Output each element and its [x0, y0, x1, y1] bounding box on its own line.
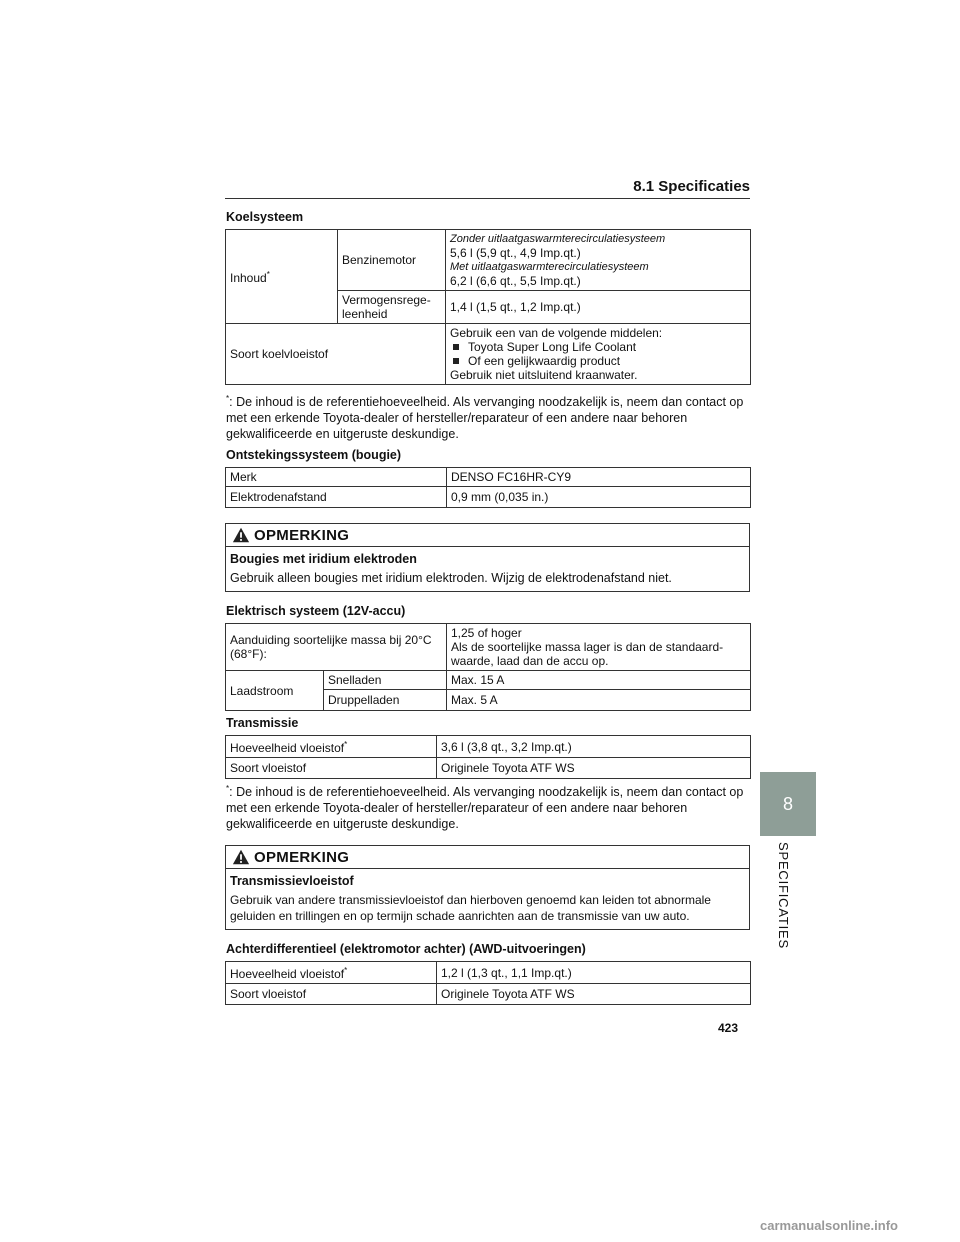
table-row: [226, 324, 751, 385]
notice-text: Gebruik van andere transmissievloeistof dan hierboven genoemd kan leiden tot abnormale geluiden en trillingen en op termijn schade aanrichten aan de transmissie van uw auto.: [230, 893, 711, 923]
chapter-title-vertical: SPECIFICATIES: [776, 842, 791, 949]
notice-body: [226, 869, 749, 928]
drup-label: Druppelladen: [324, 690, 447, 711]
transmission-table: [225, 735, 751, 779]
soort-intro: Gebruik een van de volgende middelen:: [450, 326, 663, 340]
footnote-mark: *: [344, 966, 348, 975]
footnote-mark: *: [226, 784, 230, 793]
cooling-heading: Koelsysteem: [226, 210, 304, 224]
notice-header: [226, 524, 749, 547]
soort-koel-label: Soort koelvloeistof: [226, 324, 446, 385]
ignition-heading: Ontstekingssysteem (bougie): [226, 448, 402, 462]
notice-header: [226, 846, 749, 869]
table-row: [226, 736, 751, 758]
vermogen-value: 1,4 l (1,5 qt., 1,2 Imp.qt.): [446, 291, 751, 324]
electrical-table: [225, 623, 751, 711]
achter-hoeveel-label-cell: [226, 962, 437, 984]
zonder-value: 5,6 l (5,9 qt., 4,9 Imp.qt.): [450, 246, 581, 260]
table-row: [226, 624, 751, 671]
header-divider: [225, 198, 750, 199]
footnote-transmission: [226, 781, 746, 832]
table-row: [226, 487, 751, 508]
met-label: Met uitlaatgaswarmterecirculatiesysteem: [450, 261, 649, 273]
notice-subtitle: Bougies met iridium elektroden: [230, 552, 417, 566]
footnote-mark: *: [344, 740, 348, 749]
inhoud-cell: [226, 230, 338, 324]
warning-icon: [232, 848, 250, 866]
massa-value-cell: [447, 624, 751, 671]
vermogen-label-cell: [338, 291, 446, 324]
merk-value: DENSO FC16HR-CY9: [447, 468, 751, 487]
ignition-table: [225, 467, 751, 508]
zonder-label: Zonder uitlaatgaswarmterecirculatiesysteem: [450, 233, 666, 245]
notice-body: [226, 547, 749, 590]
footnote-mark: *: [226, 394, 230, 403]
benzine-value-cell: [446, 230, 751, 291]
trans-hoeveel-label-cell: [226, 736, 437, 758]
section-header-title: 8.1 Specificaties: [633, 178, 750, 195]
list-item: Of een gelijkwaardig product: [450, 354, 746, 368]
snel-label: Snelladen: [324, 671, 447, 690]
footnote-text: : De inhoud is de referentiehoeveelheid. Als vervanging noodzakelijk is, neem dan contact op met een erkende Toyota-dealer of hersteller/reparateur of een andere naar behoren gekwalificeerde en uitgeruste deskundige.: [226, 395, 744, 442]
rear-diff-table: [225, 961, 751, 1005]
electrical-heading: Elektrisch systeem (12V-accu): [226, 604, 406, 618]
achter-hoeveel-value: 1,2 l (1,3 qt., 1,1 Imp.qt.): [437, 962, 751, 984]
trans-soort-label: Soort vloeistof: [226, 758, 437, 779]
afstand-value: 0,9 mm (0,035 in.): [447, 487, 751, 508]
inhoud-label: Inhoud: [230, 271, 267, 285]
afstand-label: Elektrodenafstand: [226, 487, 447, 508]
table-row: [226, 671, 751, 690]
table-row: [226, 758, 751, 779]
notice-text: Gebruik alleen bougies met iridium elektroden. Wijzig de elektrodenafstand niet.: [230, 571, 672, 585]
soort-koel-value-cell: [446, 324, 751, 385]
notice-title: OPMERKING: [254, 526, 350, 544]
massa-label: Aanduiding soortelijke massa bij 20°C (68°F):: [226, 624, 447, 671]
vermogen-label-line1: Vermogensrege-: [342, 293, 431, 307]
trans-hoeveel-label: Hoeveelheid vloeistof: [230, 741, 345, 755]
warning-icon: [232, 526, 250, 544]
laad-label: Laadstroom: [226, 671, 324, 711]
trans-hoeveel-value: 3,6 l (3,8 qt., 3,2 Imp.qt.): [437, 736, 751, 758]
benzine-label: Benzinemotor: [338, 230, 446, 291]
transmission-heading: Transmissie: [226, 716, 299, 730]
notice-transmission-fluid: [225, 845, 750, 930]
massa-note: Als de soortelijke massa lager is dan de standaard-waarde, laad dan de accu op.: [451, 640, 724, 668]
notice-spark-plugs: [225, 523, 750, 592]
achter-hoeveel-label: Hoeveelheid vloeistof: [230, 967, 345, 981]
table-row: [226, 230, 751, 291]
list-item: Toyota Super Long Life Coolant: [450, 340, 746, 354]
footnote-mark: *: [266, 270, 270, 279]
chapter-tab[interactable]: 8: [760, 772, 816, 836]
drup-value: Max. 5 A: [447, 690, 751, 711]
footnote-cooling: [226, 391, 746, 442]
notice-subtitle: Transmissievloeistof: [230, 874, 354, 888]
table-row: [226, 468, 751, 487]
vermogen-label-line2: leenheid: [342, 307, 388, 321]
rear-diff-heading: Achterdifferentieel (elektromotor achter) (AWD-uitvoeringen): [226, 942, 586, 956]
met-value: 6,2 l (6,6 qt., 5,5 Imp.qt.): [450, 274, 581, 288]
footnote-text: : De inhoud is de referentiehoeveelheid. Als vervanging noodzakelijk is, neem dan contact op met een erkende Toyota-dealer of hersteller/reparateur of een andere naar behoren gekwalificeerde en uitgeruste deskundige.: [226, 785, 744, 832]
merk-label: Merk: [226, 468, 447, 487]
table-row: [226, 962, 751, 984]
trans-soort-value: Originele Toyota ATF WS: [437, 758, 751, 779]
soort-note: Gebruik niet uitsluitend kraanwater.: [450, 368, 638, 382]
notice-title: OPMERKING: [254, 848, 350, 866]
achter-soort-value: Originele Toyota ATF WS: [437, 984, 751, 1005]
watermark: carmanualsonline.info: [760, 1218, 898, 1233]
cooling-table: [225, 229, 751, 385]
massa-value: 1,25 of hoger: [451, 626, 522, 640]
achter-soort-label: Soort vloeistof: [226, 984, 437, 1005]
table-row: [226, 984, 751, 1005]
page-number: 423: [718, 1021, 739, 1035]
snel-value: Max. 15 A: [447, 671, 751, 690]
